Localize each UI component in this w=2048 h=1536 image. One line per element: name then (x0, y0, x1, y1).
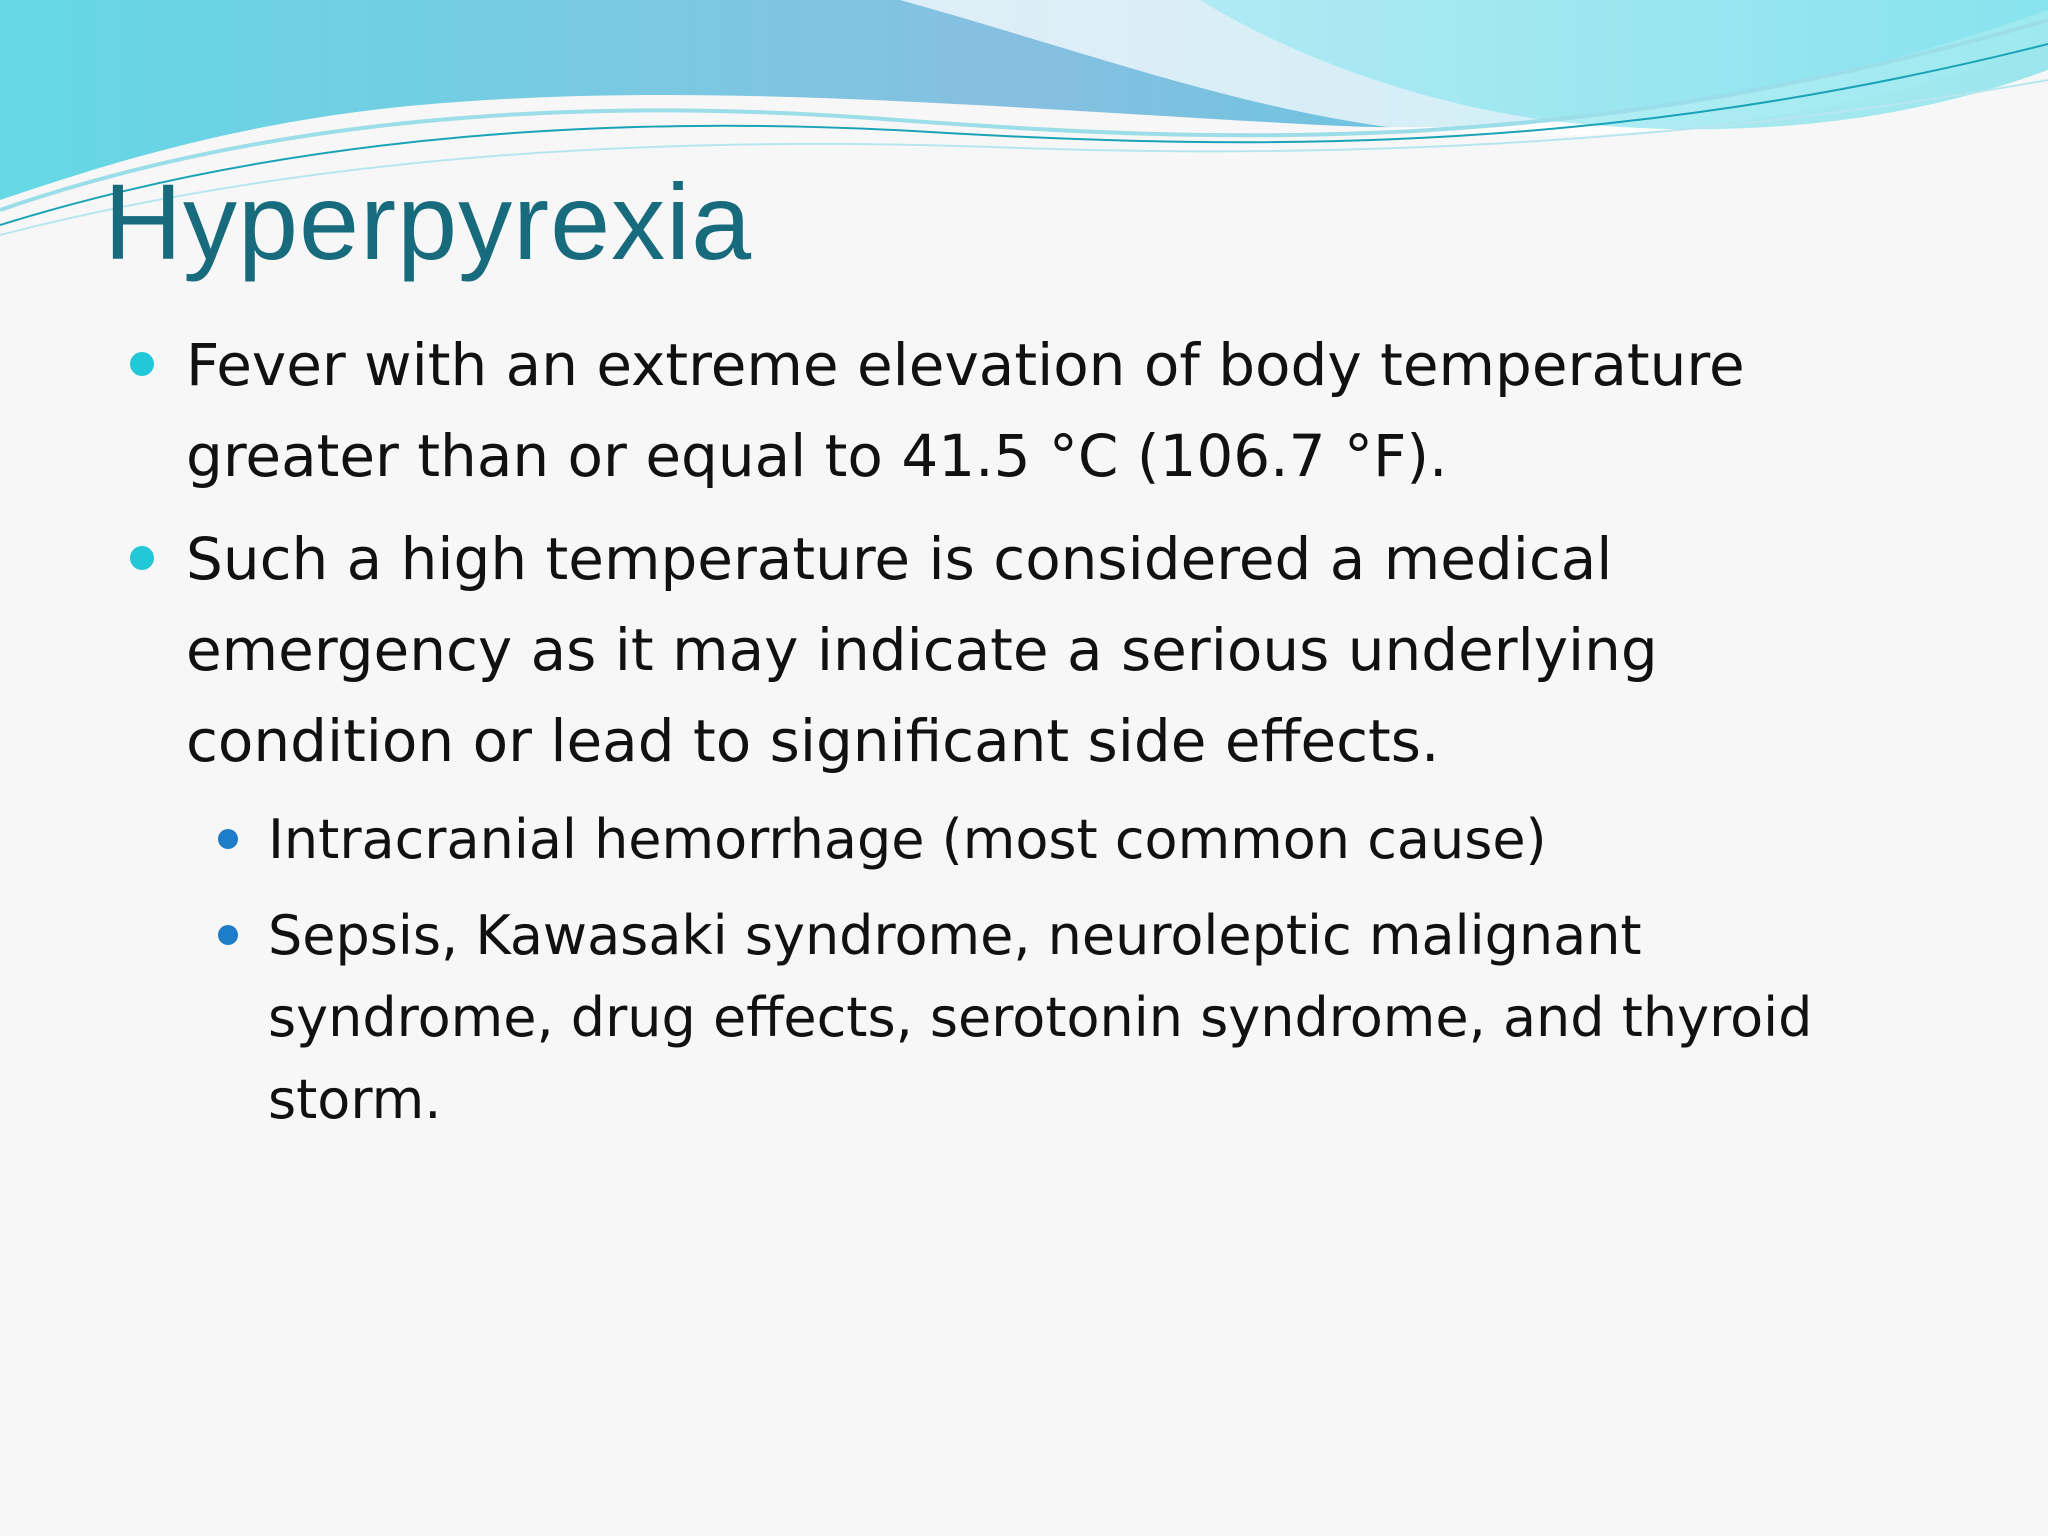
sub-bullet-text: Sepsis, Kawasaki syndrome, neuroleptic malignant syndrome, drug effects, serotonin syndrome, and thyroid storm. (268, 904, 1813, 1131)
bullet-dot-icon (130, 546, 154, 570)
sub-bullet-dot-icon (218, 925, 238, 945)
sub-bullet-text: Intracranial hemorrhage (most common cause) (268, 808, 1547, 871)
bullet-dot-icon (130, 352, 154, 376)
sub-bullet-item (206, 895, 1944, 1141)
sub-bullet-dot-icon (218, 829, 238, 849)
bullet-text: Such a high temperature is considered a medical emergency as it may indicate a serious underlying condition or lead to significant side effects. (186, 525, 1658, 775)
sub-bullet-item (206, 799, 1944, 881)
slide-title: Hyperpyrexia (104, 161, 753, 282)
bullet-item (124, 320, 1944, 502)
bullet-text: Fever with an extreme elevation of body temperature greater than or equal to 41.5 °C (106.7 °F). (186, 331, 1745, 490)
bullet-list (124, 320, 1944, 1155)
bullet-item (124, 514, 1944, 787)
